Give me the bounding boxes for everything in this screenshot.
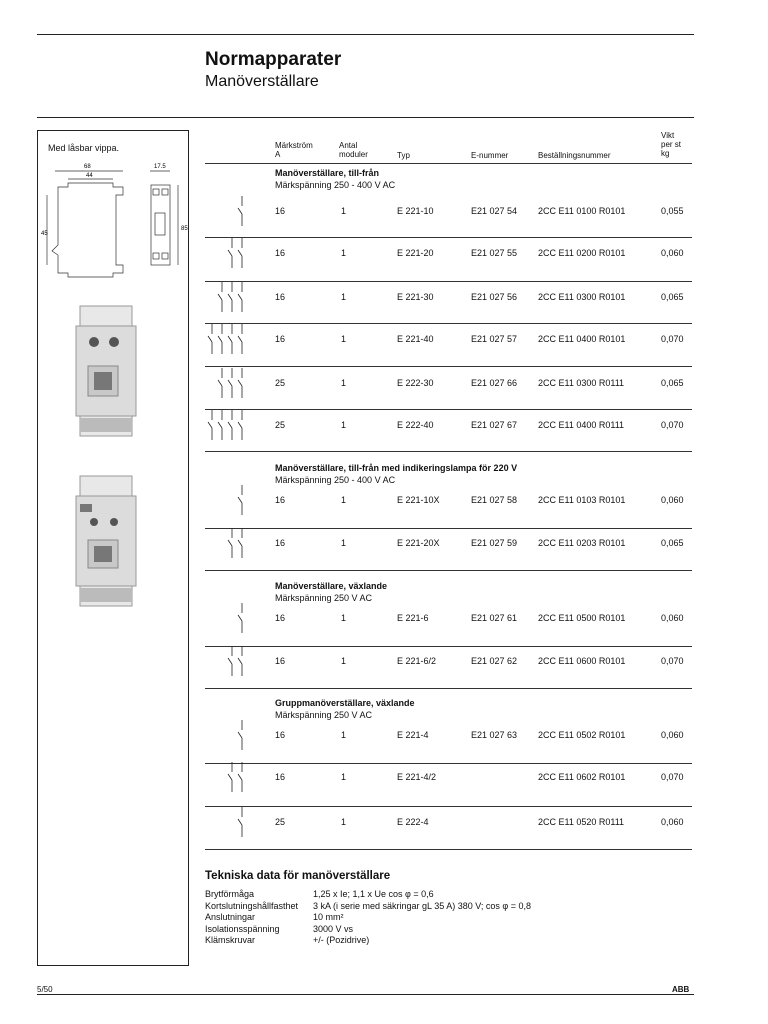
top-rule — [37, 34, 694, 35]
row-divider — [205, 570, 692, 571]
switch-symbol-icon — [234, 601, 256, 635]
cell-weight: 0,070 — [661, 334, 684, 344]
section-title: Manöverställare, till-från — [275, 168, 380, 178]
cell-weight: 0,070 — [661, 656, 684, 666]
cell-order: 2CC E11 0100 R0101 — [538, 206, 626, 216]
cell-modules: 1 — [341, 292, 347, 302]
section-voltage: Märkspänning 250 - 400 V AC — [275, 180, 396, 190]
cell-current: 16 — [275, 538, 286, 548]
switch-symbol-icon — [234, 805, 256, 839]
col-header-weight-line1: Vikt — [661, 131, 675, 140]
col-header-modules-line1: Antal — [339, 141, 358, 150]
row-divider — [205, 806, 692, 807]
cell-current: 16 — [275, 495, 286, 505]
cell-order: 2CC E11 0103 R0101 — [538, 495, 626, 505]
cell-enumber: E21 027 54 — [471, 206, 518, 216]
cell-order: 2CC E11 0300 R0101 — [538, 292, 626, 302]
col-header-enumber: E-nummer — [471, 151, 509, 160]
cell-type: E 222-4 — [397, 817, 429, 827]
tech-value: 1,25 x Ie; 1,1 x Ue cos φ = 0,6 — [313, 889, 434, 899]
cell-enumber: E21 027 58 — [471, 495, 518, 505]
tech-row — [205, 935, 369, 946]
cell-modules: 1 — [341, 420, 347, 430]
cell-type: E 221-10X — [397, 495, 440, 505]
row-divider — [205, 237, 692, 238]
cell-weight: 0,060 — [661, 613, 684, 623]
cell-current: 16 — [275, 206, 286, 216]
cell-type: E 221-30 — [397, 292, 434, 302]
switch-symbol-icon — [224, 526, 256, 560]
cell-current: 16 — [275, 656, 286, 666]
cell-weight: 0,070 — [661, 772, 684, 782]
tech-label: Isolationsspänning — [205, 923, 280, 934]
product-sidebar — [37, 130, 189, 966]
row-divider — [205, 451, 692, 452]
cell-enumber: E21 027 62 — [471, 656, 518, 666]
dim-17-5: 17.5 — [154, 164, 166, 170]
tech-row — [205, 912, 344, 923]
cell-type: E 221-10 — [397, 206, 434, 216]
page-title: Normapparater — [205, 49, 342, 70]
section-title: Manöverställare, växlande — [275, 581, 388, 591]
col-header-current — [275, 141, 313, 159]
col-header-weight — [661, 131, 681, 158]
cell-type: E 221-4 — [397, 730, 429, 740]
col-header-weight-line2: per st — [661, 140, 682, 149]
row-divider — [205, 646, 692, 647]
sidebar-caption: Med låsbar vippa. — [48, 143, 120, 153]
brand-label: ABB — [672, 985, 690, 994]
tech-value: +/- (Pozidrive) — [313, 935, 370, 945]
cell-current: 16 — [275, 334, 286, 344]
switch-symbol-icon — [224, 644, 256, 678]
col-header-weight-line3: kg — [661, 149, 670, 158]
switch-symbol-icon — [204, 408, 256, 442]
row-divider — [205, 688, 692, 689]
header-rule — [37, 117, 694, 118]
section-changeover — [275, 580, 387, 604]
cell-order: 2CC E11 0502 R0101 — [538, 730, 626, 740]
cell-enumber: E21 027 66 — [471, 378, 518, 388]
col-header-order: Beställningsnummer — [538, 151, 611, 160]
cell-order: 2CC E11 0203 R0101 — [538, 538, 626, 548]
cell-enumber: E21 027 59 — [471, 538, 518, 548]
section-title: Manöverställare, till-från med indikeringslampa för 220 V — [275, 463, 518, 473]
dim-68: 68 — [84, 164, 91, 170]
cell-current: 16 — [275, 730, 286, 740]
cell-weight: 0,060 — [661, 817, 684, 827]
cell-order: 2CC E11 0300 R0111 — [538, 378, 625, 388]
cell-order: 2CC E11 0500 R0101 — [538, 613, 626, 623]
tech-row — [205, 924, 353, 935]
cell-modules: 1 — [341, 772, 347, 782]
dim-85: 85 — [181, 226, 188, 232]
cell-order: 2CC E11 0520 R0111 — [538, 817, 625, 827]
cell-weight: 0,065 — [661, 292, 684, 302]
col-header-modules-line2: moduler — [339, 150, 368, 159]
cell-order: 2CC E11 0400 R0111 — [538, 420, 625, 430]
cell-modules: 1 — [341, 656, 347, 666]
cell-weight: 0,060 — [661, 495, 684, 505]
cell-modules: 1 — [341, 206, 347, 216]
cell-order: 2CC E11 0400 R0101 — [538, 334, 626, 344]
col-header-type: Typ — [397, 151, 410, 160]
cell-current: 25 — [275, 817, 286, 827]
cell-current: 16 — [275, 613, 286, 623]
cell-type: E 221-4/2 — [397, 772, 437, 782]
footer-rule — [37, 994, 694, 995]
switch-symbol-icon — [234, 194, 256, 228]
tech-data-title: Tekniska data för manöverställare — [205, 870, 391, 882]
row-divider — [205, 849, 692, 850]
cell-current: 16 — [275, 772, 286, 782]
cell-type: E 221-40 — [397, 334, 434, 344]
cell-order: 2CC E11 0200 R0101 — [538, 248, 626, 258]
cell-type: E 221-20 — [397, 248, 434, 258]
page-number: 5/50 — [37, 985, 53, 994]
cell-modules: 1 — [341, 378, 347, 388]
table-header-rule — [205, 163, 692, 164]
switch-symbol-icon — [224, 236, 256, 270]
cell-current: 16 — [275, 248, 286, 258]
cell-modules: 1 — [341, 817, 347, 827]
tech-value: 3 kA (i serie med säkringar gL 35 A) 380 V; cos φ = 0,8 — [313, 900, 532, 911]
dim-45: 45 — [41, 231, 48, 237]
section-title: Gruppmanöverställare, växlande — [275, 698, 415, 708]
dimension-drawing — [38, 155, 188, 285]
row-divider — [205, 528, 692, 529]
product-photo-switch-2 — [68, 466, 148, 616]
row-divider — [205, 366, 692, 367]
cell-enumber: E21 027 55 — [471, 248, 518, 258]
cell-weight: 0,065 — [661, 378, 684, 388]
cell-modules: 1 — [341, 613, 347, 623]
cell-modules: 1 — [341, 730, 347, 740]
cell-type: E 221-6 — [397, 613, 429, 623]
cell-current: 25 — [275, 420, 286, 430]
page-subtitle: Manöverställare — [205, 73, 319, 90]
cell-weight: 0,070 — [661, 420, 684, 430]
cell-current: 25 — [275, 378, 286, 388]
cell-order: 2CC E11 0600 R0101 — [538, 656, 626, 666]
cell-modules: 1 — [341, 495, 347, 505]
section-voltage: Märkspänning 250 V AC — [275, 710, 373, 720]
section-on-off-lamp — [275, 462, 517, 486]
section-voltage: Märkspänning 250 - 400 V AC — [275, 475, 396, 485]
product-photo-switch-1 — [68, 296, 148, 446]
tech-value: 10 mm² — [313, 912, 344, 922]
cell-weight: 0,055 — [661, 206, 684, 216]
col-header-modules — [339, 141, 368, 159]
dim-44: 44 — [86, 173, 93, 179]
section-voltage: Märkspänning 250 V AC — [275, 593, 373, 603]
row-divider — [205, 409, 692, 410]
cell-weight: 0,060 — [661, 248, 684, 258]
cell-type: E 221-6/2 — [397, 656, 437, 666]
col-header-current-line2: A — [275, 150, 281, 159]
row-divider — [205, 323, 692, 324]
cell-type: E 222-40 — [397, 420, 434, 430]
tech-value: 3000 V vs — [313, 923, 354, 934]
switch-symbol-icon — [224, 760, 256, 794]
tech-label: Brytförmåga — [205, 889, 255, 899]
tech-label: Klämskruvar — [205, 935, 256, 945]
row-divider — [205, 763, 692, 764]
switch-symbol-icon — [234, 718, 256, 752]
tech-row — [205, 901, 531, 912]
cell-modules: 1 — [341, 334, 347, 344]
cell-weight: 0,060 — [661, 730, 684, 740]
cell-current: 16 — [275, 292, 286, 302]
section-on-off — [275, 167, 395, 191]
cell-modules: 1 — [341, 538, 347, 548]
col-header-current-line1: Märkström — [275, 141, 313, 150]
section-group-changeover — [275, 697, 415, 721]
row-divider — [205, 281, 692, 282]
cell-weight: 0,065 — [661, 538, 684, 548]
cell-enumber: E21 027 67 — [471, 420, 518, 430]
cell-enumber: E21 027 57 — [471, 334, 518, 344]
cell-type: E 221-20X — [397, 538, 440, 548]
cell-enumber: E21 027 56 — [471, 292, 518, 302]
cell-type: E 222-30 — [397, 378, 434, 388]
switch-symbol-icon — [204, 322, 256, 356]
switch-symbol-icon — [214, 366, 256, 400]
switch-symbol-icon — [234, 483, 256, 517]
cell-modules: 1 — [341, 248, 347, 258]
cell-enumber: E21 027 63 — [471, 730, 518, 740]
tech-label: Kortslutningshållfasthet — [205, 900, 299, 911]
cell-order: 2CC E11 0602 R0101 — [538, 772, 626, 782]
cell-enumber: E21 027 61 — [471, 613, 518, 623]
tech-label: Anslutningar — [205, 912, 256, 922]
tech-row — [205, 889, 434, 900]
switch-symbol-icon — [214, 280, 256, 314]
